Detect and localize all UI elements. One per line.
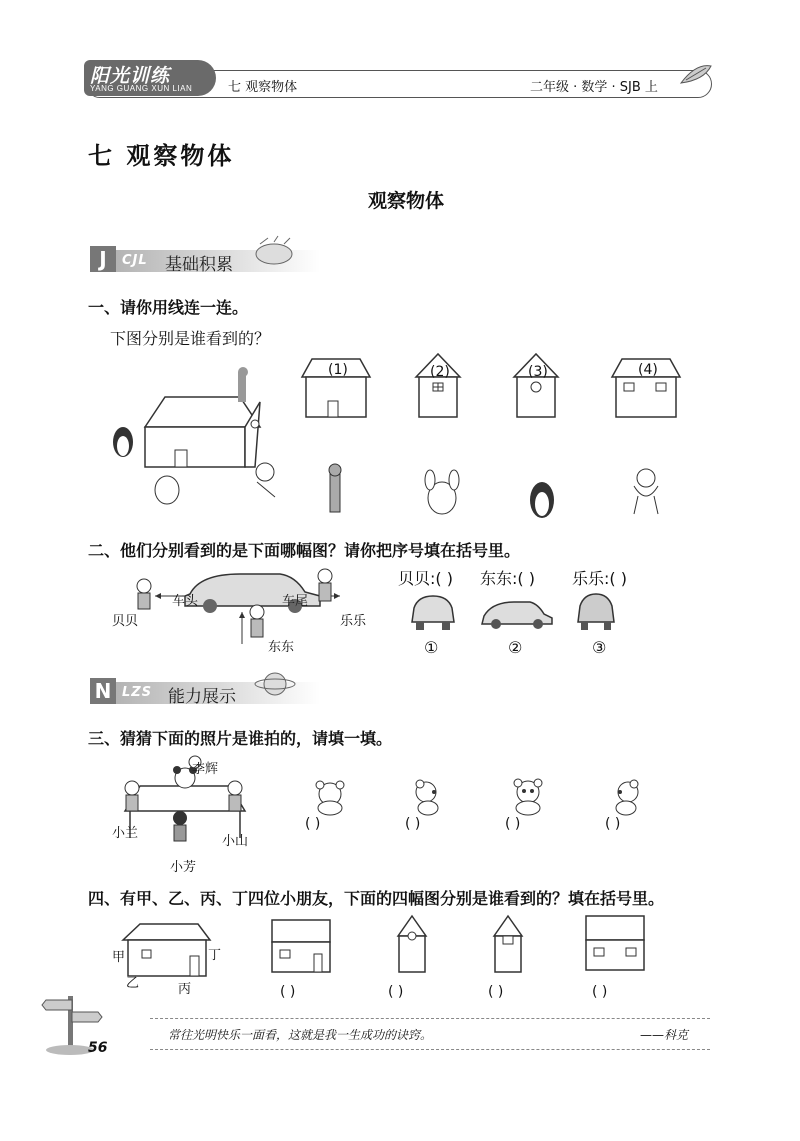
- q4-blank-1[interactable]: ( ): [280, 984, 296, 1000]
- q2-car-scene: [130, 564, 380, 654]
- footer-quote: 常往光明快乐一面看，这就是我一生成功的诀窍。: [168, 1028, 433, 1042]
- q1-scene-illustration: [105, 362, 285, 522]
- header-grade: 二年级 · 数学 · SJB 上: [530, 80, 658, 95]
- q3-name-lihui: 李辉: [192, 762, 219, 777]
- q4-title: 四、有甲、乙、丙、丁四位小朋友，下面的四幅图分别是谁看到的？填在括号里。: [88, 889, 665, 908]
- q3-bear-side-view-1: [410, 778, 446, 816]
- penguin-icon: [524, 476, 560, 520]
- q1-label-1: (1): [328, 362, 348, 378]
- q3-bear-front-view: [508, 778, 548, 816]
- q4-blank-4[interactable]: ( ): [592, 984, 608, 1000]
- q2-number-1: ①: [424, 638, 439, 657]
- q4-blank-2[interactable]: ( ): [388, 984, 404, 1000]
- rabbit-icon: [420, 470, 464, 518]
- q2-blank-lele[interactable]: 乐乐:( ): [572, 569, 627, 588]
- monkey-icon: [624, 466, 668, 518]
- brand-logo: [84, 60, 216, 96]
- q4-name-yi: 乙: [126, 976, 140, 991]
- q2-car-side-view: [478, 598, 554, 632]
- q4-blank-3[interactable]: ( ): [488, 984, 504, 1000]
- band-letter: N: [90, 678, 116, 704]
- q1-label-4: (4): [638, 362, 658, 378]
- q2-tail-label: 车尾: [282, 594, 309, 609]
- q3-blank-3[interactable]: ( ): [505, 816, 521, 832]
- decoration-icon: [255, 666, 299, 700]
- q2-head-label: 车头: [172, 594, 199, 609]
- q4-view-3: [492, 914, 524, 976]
- q1-prompt: 下图分别是谁看到的？: [110, 329, 271, 348]
- decoration-icon: [250, 236, 298, 270]
- q2-name-beibei: 贝贝: [112, 614, 139, 629]
- q1-view-2: [414, 352, 464, 422]
- q2-name-dongdong: 东东: [268, 640, 295, 655]
- q2-name-lele: 乐乐: [340, 614, 367, 629]
- q4-view-2: [396, 914, 428, 976]
- q2-blank-beibei[interactable]: 贝贝:( ): [398, 569, 453, 588]
- page-number: 56: [88, 1040, 108, 1056]
- q1-title: 一、请你用线连一连。: [88, 298, 249, 317]
- q3-bear-side-view-2: [608, 778, 644, 816]
- giraffe-icon: [320, 462, 360, 518]
- q3-blank-1[interactable]: ( ): [305, 816, 321, 832]
- q1-view-3: [512, 352, 562, 422]
- q3-title: 三、猜猜下面的照片是谁拍的，请填一填。: [88, 729, 393, 748]
- section-title: 观察物体: [368, 190, 445, 212]
- brand-subtitle: YANG GUANG XUN LIAN: [90, 84, 193, 93]
- band-letter: J: [90, 246, 116, 272]
- band-label: 能力展示: [168, 687, 236, 707]
- q3-blank-4[interactable]: ( ): [605, 816, 621, 832]
- q2-title: 二、他们分别看到的是下面哪幅图？请你把序号填在括号里。: [88, 541, 521, 560]
- brand-title: 阳光训练: [90, 65, 171, 87]
- q3-blank-2[interactable]: ( ): [405, 816, 421, 832]
- q4-view-1: [270, 918, 334, 974]
- band-code: LZS: [122, 685, 153, 700]
- q1-label-2: (2): [430, 364, 450, 380]
- band-label: 基础积累: [165, 255, 233, 275]
- band-code: CJL: [122, 253, 148, 268]
- q2-number-2: ②: [508, 638, 523, 657]
- q2-car-front-view: [410, 594, 456, 632]
- header-leaf-icon: [676, 58, 716, 88]
- footer-author: ——科克: [640, 1028, 689, 1042]
- q3-name-xiaoshan: 小山: [222, 834, 249, 849]
- q2-car-back-view: [576, 592, 616, 632]
- q4-name-bing: 丙: [178, 982, 192, 997]
- q2-number-3: ③: [592, 638, 607, 657]
- chapter-title: 七 观察物体: [88, 142, 235, 170]
- header-chapter: 七 观察物体: [228, 80, 298, 95]
- q4-view-4: [584, 914, 648, 974]
- q4-name-jia: 甲: [112, 950, 126, 965]
- q4-name-ding: 丁: [208, 948, 222, 963]
- q3-bear-back-view: [310, 780, 350, 816]
- q3-name-xiaofang: 小芳: [170, 860, 197, 875]
- q3-name-xiaolan: 小兰: [112, 826, 139, 841]
- q1-label-3: (3): [528, 364, 548, 380]
- q2-blank-dongdong[interactable]: 东东:( ): [480, 569, 535, 588]
